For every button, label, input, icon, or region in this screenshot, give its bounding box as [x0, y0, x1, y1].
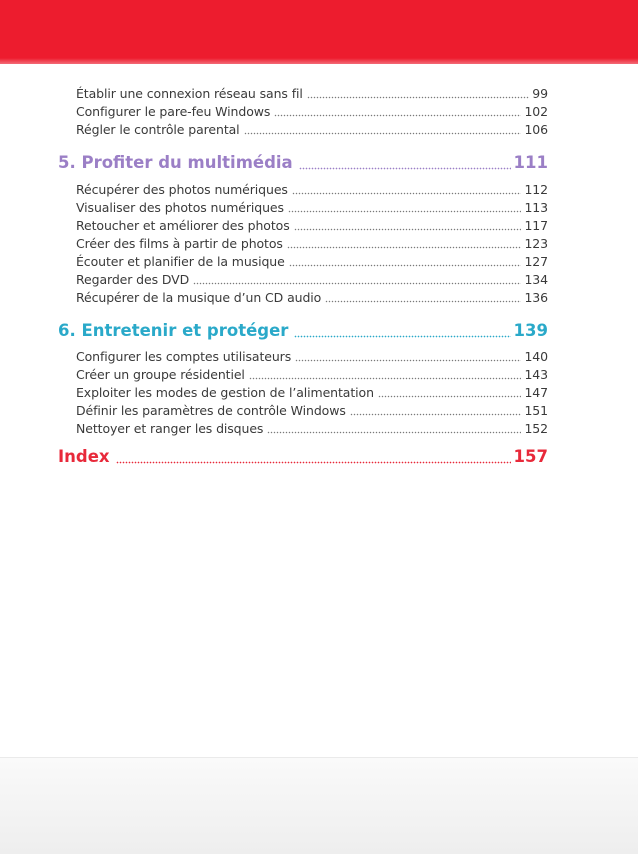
- toc-entry[interactable]: [76, 270, 548, 288]
- toc-entry[interactable]: [76, 216, 548, 234]
- toc-entry[interactable]: [76, 180, 548, 198]
- dot-leader: [193, 273, 521, 285]
- dot-leader: [350, 404, 522, 416]
- section-page: 111: [513, 153, 548, 172]
- toc-entry-title: Créer des films à partir de photos: [76, 236, 283, 251]
- toc-entry-title: Créer un groupe résidentiel: [76, 367, 245, 382]
- header-bar: [0, 0, 638, 64]
- toc-entry-title: Récupérer des photos numériques: [76, 182, 288, 197]
- toc-entry-page: 127: [524, 254, 548, 269]
- toc-entry[interactable]: [76, 198, 548, 216]
- index-title: Index: [58, 447, 110, 466]
- dot-leader: [292, 183, 522, 195]
- dot-leader: [295, 350, 521, 362]
- toc-entry-title: Nettoyer et ranger les disques: [76, 421, 264, 436]
- toc-entry-title: Exploiter les modes de gestion de l’alimentation: [76, 385, 374, 400]
- toc-entry-title: Retoucher et améliorer des photos: [76, 218, 290, 233]
- toc-index[interactable]: [58, 444, 548, 468]
- toc-entry-title: Regarder des DVD: [76, 272, 190, 287]
- toc-entry-title: Écouter et planifier de la musique: [76, 254, 285, 269]
- toc-entry-page: 134: [524, 272, 548, 287]
- dot-leader: [287, 237, 522, 249]
- toc-entry-page: 140: [524, 349, 548, 364]
- index-page: 157: [513, 447, 548, 466]
- toc-entry[interactable]: [76, 120, 548, 138]
- toc-entry[interactable]: [76, 419, 548, 437]
- toc-section-6[interactable]: [58, 318, 548, 342]
- toc-entry[interactable]: [76, 401, 548, 419]
- dot-leader: [294, 219, 522, 231]
- toc-entry-page: 117: [524, 218, 548, 233]
- toc-entry[interactable]: [76, 383, 548, 401]
- toc-entry-page: 152: [524, 421, 548, 436]
- toc-entry-page: 123: [524, 236, 548, 251]
- dot-leader: [294, 324, 510, 338]
- section-title: 5. Profiter du multimédia: [58, 153, 293, 172]
- toc-entry[interactable]: [76, 102, 548, 120]
- toc-entry-title: Configurer le pare-feu Windows: [76, 104, 271, 119]
- section-title: 6. Entretenir et protéger: [58, 321, 289, 340]
- dot-leader: [299, 156, 511, 170]
- dot-leader: [288, 201, 521, 213]
- dot-leader: [274, 105, 521, 117]
- toc-entry-page: 143: [524, 367, 548, 382]
- toc-entry-title: Définir les paramètres de contrôle Windows: [76, 403, 346, 418]
- toc-entry[interactable]: [76, 365, 548, 383]
- toc-entry-page: 147: [524, 385, 548, 400]
- toc-entry[interactable]: [76, 288, 548, 306]
- toc-entry[interactable]: [76, 347, 548, 365]
- footer-band: [0, 757, 638, 854]
- toc-entry-title: Visualiser des photos numériques: [76, 200, 284, 215]
- toc-entry-page: 106: [524, 122, 548, 137]
- toc-section-5[interactable]: [58, 150, 548, 174]
- toc-entry-title: Établir une connexion réseau sans fil: [76, 86, 303, 101]
- toc-entry-page: 102: [524, 104, 548, 119]
- toc-entry-page: 113: [524, 200, 548, 215]
- toc-entry-title: Récupérer de la musique d’un CD audio: [76, 290, 322, 305]
- toc-entry-page: 112: [524, 182, 548, 197]
- dot-leader: [307, 87, 530, 99]
- toc-entry-page: 151: [524, 403, 548, 418]
- dot-leader: [249, 368, 522, 380]
- dot-leader: [244, 123, 522, 135]
- toc-entry-page: 136: [524, 290, 548, 305]
- dot-leader: [289, 255, 522, 267]
- section-page: 139: [513, 321, 548, 340]
- dot-leader: [116, 450, 511, 464]
- toc-entry-title: Régler le contrôle parental: [76, 122, 240, 137]
- toc-entry[interactable]: [76, 252, 548, 270]
- dot-leader: [378, 386, 522, 398]
- dot-leader: [325, 291, 521, 303]
- toc-entry-title: Configurer les comptes utilisateurs: [76, 349, 292, 364]
- toc-entry[interactable]: [76, 234, 548, 252]
- toc-entry[interactable]: [76, 84, 548, 102]
- dot-leader: [267, 422, 521, 434]
- toc-entry-page: 99: [532, 86, 548, 101]
